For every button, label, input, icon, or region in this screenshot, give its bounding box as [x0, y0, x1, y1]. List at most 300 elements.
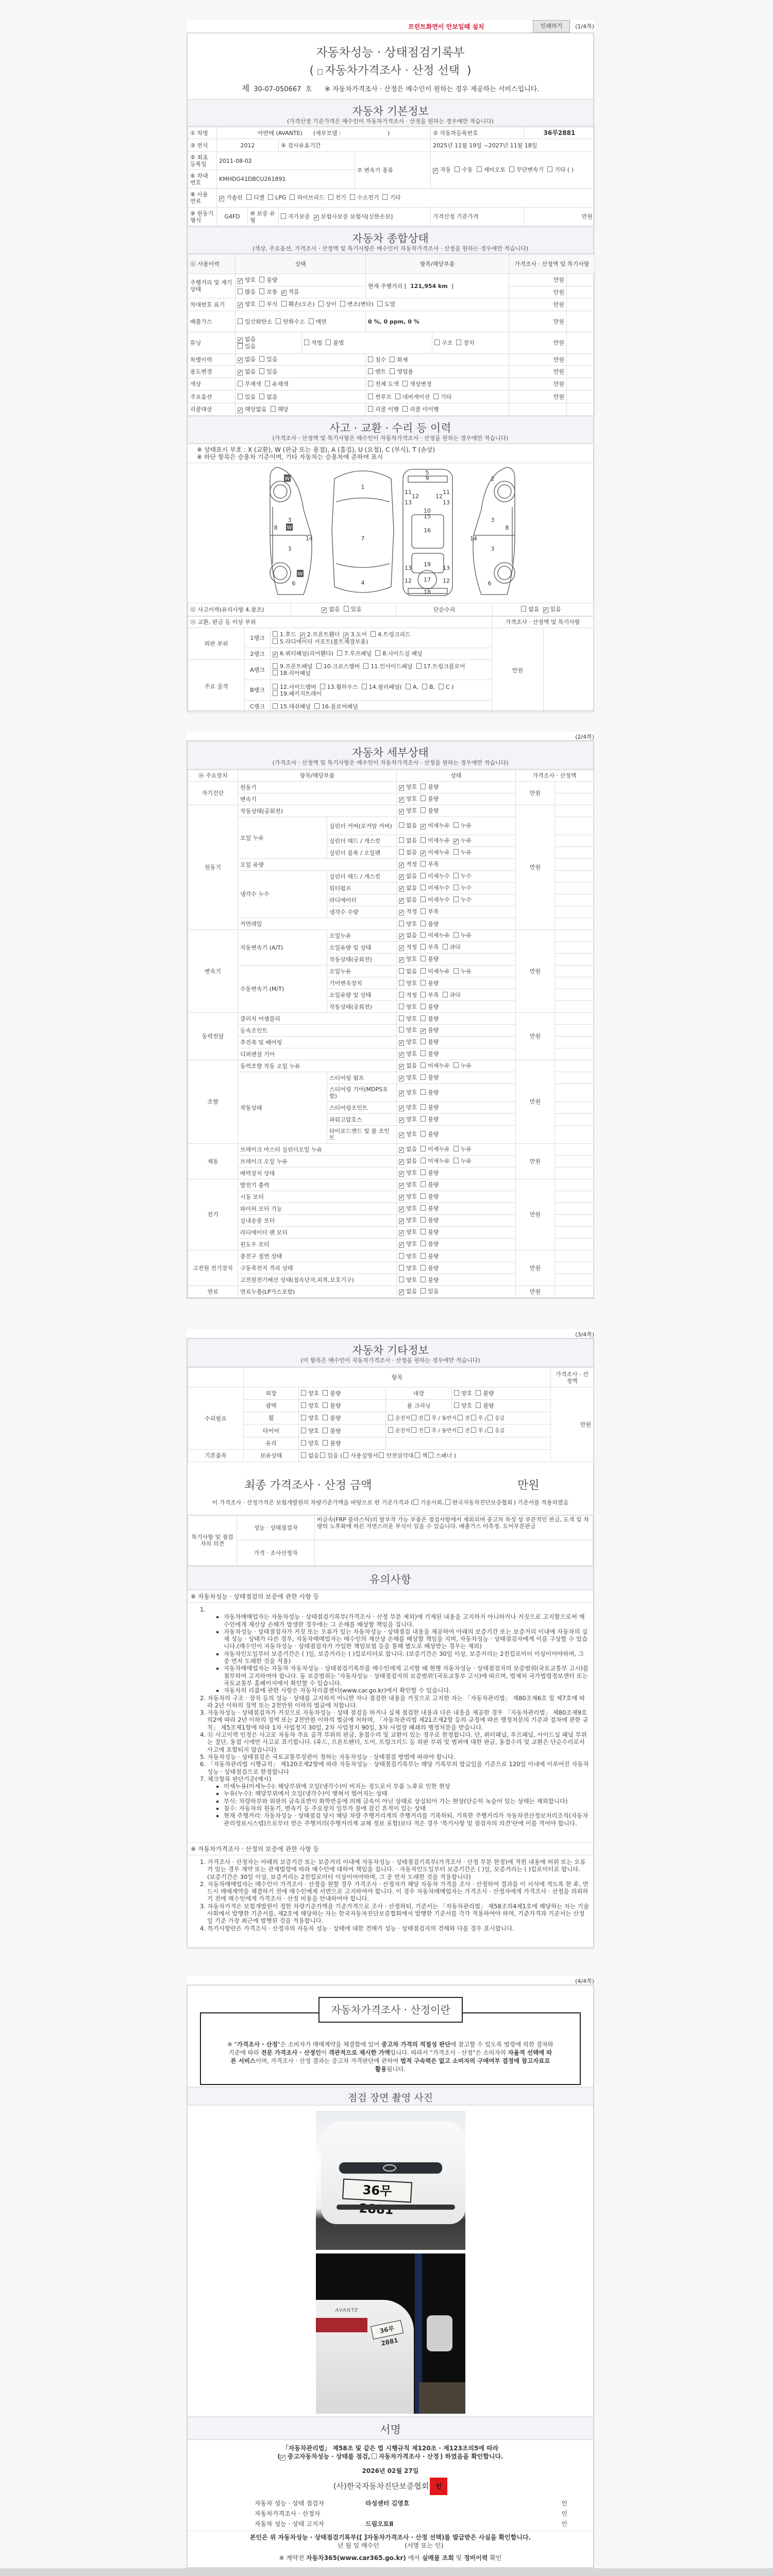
- empty-box-icon: [317, 69, 323, 75]
- price-value: [555, 782, 594, 793]
- status: [397, 1179, 516, 1191]
- price-value: [555, 977, 594, 989]
- empty-box-icon: [382, 194, 388, 200]
- option-label: 양호: [406, 1264, 417, 1272]
- option-label: 불량: [428, 920, 439, 927]
- price-value: [555, 817, 594, 835]
- empty-box-icon: [301, 1428, 306, 1433]
- empty-box-icon: [425, 1427, 430, 1433]
- status: [397, 871, 516, 883]
- checked-box-icon: ✓: [453, 839, 459, 844]
- checkbox-option: [399, 784, 417, 791]
- empty-box-icon: [421, 1089, 426, 1095]
- option-label: A,: [412, 683, 418, 690]
- sub-item: 타이로드엔드 및 볼 조인트: [327, 1126, 397, 1144]
- price-value: [555, 954, 594, 965]
- checkbox-option: [388, 1427, 410, 1434]
- checkbox-option: [421, 1277, 439, 1283]
- empty-box-icon: [362, 684, 367, 689]
- checked-box-icon: ✓: [399, 1040, 404, 1046]
- device-group: 자기진단: [188, 782, 238, 805]
- detail-header: 자동차 세부상태 (가격조사 · 산정액 및 특기사항은 매수인이 자동차가격조사 · 산정을 원하는 경우에만 적습니다): [188, 741, 593, 770]
- empty-box-icon: [399, 849, 404, 855]
- accident-header: 사고 · 교환 · 수리 등 이력 (가격조사 · 산정액 및 특기사항은 매수인이 자동차가격조사 · 산정을 원하는 경우에만 적습니다): [188, 416, 593, 444]
- option-label: 적정: [406, 944, 417, 951]
- checkbox-option: [421, 861, 439, 868]
- svg-text:12: 12: [443, 578, 450, 584]
- svg-text:9: 9: [425, 475, 429, 482]
- item: 디퍼렌셜 기어: [238, 1048, 397, 1060]
- option-label: 미세누유: [428, 822, 450, 829]
- checkbox-option: [413, 1498, 444, 1506]
- empty-box-icon: [421, 1265, 426, 1270]
- item: 냉각수 누수: [238, 871, 327, 918]
- signature-header: 서명: [188, 2416, 593, 2440]
- empty-box-icon: [421, 1181, 426, 1187]
- checkbox-option: [415, 1452, 428, 1459]
- status: [397, 782, 516, 793]
- checkbox-option: [421, 1253, 439, 1260]
- checkbox-option: [399, 1062, 417, 1070]
- checkbox-option: [399, 896, 417, 904]
- option-label: 불량: [330, 1415, 341, 1421]
- checkbox-option: [421, 1039, 439, 1045]
- notes-header: 유의사항: [188, 1566, 593, 1590]
- title-block: [188, 33, 593, 99]
- price-unit: 만원: [516, 782, 555, 805]
- empty-box-icon: [488, 1415, 493, 1420]
- option-label: 전: [465, 1415, 470, 1421]
- checkbox-option: [388, 1415, 410, 1422]
- option-label: 없음: [406, 873, 417, 879]
- status: [397, 1156, 516, 1167]
- option-label: 누유: [460, 1062, 472, 1069]
- status: [397, 977, 516, 989]
- document-number: 제 30-07-050667 호 ※ 자동차가격조사 · 산정은 매수인이 원하는 경우 제공하는 서비스입니다.: [241, 83, 540, 93]
- empty-box-icon: [421, 1015, 426, 1021]
- empty-box-icon: [399, 1015, 404, 1021]
- photo-header: 점검 장면 촬영 사진: [188, 2087, 593, 2106]
- checkbox-option: [433, 394, 451, 400]
- checkbox-option: [488, 1415, 505, 1422]
- item: 배력장치 상태: [238, 1167, 397, 1179]
- option-label: 양호: [406, 1027, 417, 1033]
- option-label: 리콜 이행: [375, 406, 399, 413]
- option-label: 양호: [406, 1116, 417, 1123]
- option-label: 불량: [483, 1402, 494, 1409]
- checked-box-icon: ✓: [421, 851, 426, 856]
- empty-box-icon: [421, 861, 426, 867]
- option-label: 과다: [449, 991, 461, 998]
- option-label: 후 / 동반석: [431, 1415, 457, 1421]
- empty-box-icon: [259, 301, 264, 307]
- status: [397, 1084, 516, 1102]
- option-label: 없음: [406, 896, 417, 903]
- empty-box-icon: [402, 381, 408, 386]
- price-value: [555, 1262, 594, 1274]
- status: [397, 859, 516, 871]
- remarks-table: 특기사항 및 점검자의 의견 성능 · 상태점검자 비금속(FRP 플라스틱)의 탈부착 가능 부품은 점검사항에서 제외되며 중고차 특성 상 부분적인 판금, 도색 및 차량의 노후화에 따른 자연스러운 부식이 있을 수 있습니다. 배출가스 미측정. 도어부분판금 가격 · 조사산정자: [188, 1515, 593, 1566]
- svg-text:3: 3: [491, 546, 495, 552]
- checkbox-option: [399, 1004, 417, 1010]
- price-unit: 만원: [516, 805, 555, 930]
- price-value: [555, 989, 594, 1001]
- option-label: 누유: [460, 822, 472, 829]
- note-item: 2. 자동차매매업자는 매수인이 가격조사 · 산정을 원할 경우 가격조사 · 산정자가 해당 자동차 가격을 조사 · 산정하여 결과를 이 서식에 적도록 한 후, 반드시 매매계약을 체결하기 전에 매수인에게 서면으로 고지하여야 합니다. 이 경우 자동차매매업자는 가격조사 · 산정자에게 가격조사 · 산정을 의뢰하기 전에 매수인에게 가격조사 · 산정 비용을 안내하여야 합니다.: [200, 1880, 589, 1903]
- svg-text:1: 1: [361, 484, 365, 490]
- option-label: 17.트렁크플로어: [423, 663, 465, 670]
- empty-box-icon: [344, 606, 349, 612]
- status: [397, 1203, 516, 1215]
- print-button[interactable]: 인쇄하기: [533, 20, 570, 32]
- basic-info-table: ① 차명 아반떼 (AVANTE) (세부모델 : ) ② 자동차등록번호 36무2881 ③ 연식 2012 ④ 검사유효기간 2025년 11월 19일 ~2027년 11월 18일 ⑤ 최초 등록일 2011-08-02 ⑦ 변속기 종류 ✓ 자동 수동 세미오토 무단변속기 기타 ( ) ⑥ 차대 번호 KMHDG41DBCU261891 ⑧ 사용 연료 ✓ 가솔린 디젤 LPG 하이브리드 전기 수소전기 기타 ⑨ 원동기형식 G4FD ⑩ 보증 유형 자가보증 ✓ 보험사보증 보험사[신한손보] 가격산정 기준가격 만원: [188, 127, 595, 226]
- price-unit: 만원: [516, 1286, 555, 1298]
- checkbox-option: [399, 956, 417, 963]
- option-label: 4.트렁크리드: [378, 631, 411, 638]
- status: [397, 954, 516, 965]
- inspector-remarks: 비금속(FRP 플라스틱)의 탈부착 가능 부품은 점검사항에서 제외되며 중고차 특성 상 부분적인 판금, 도색 및 차량의 노후화에 따른 자연스러운 부식이 있을 수 있습니다. 배출가스 미측정. 도어부분판금: [315, 1516, 593, 1540]
- checkbox-option: [273, 663, 313, 670]
- car365-link[interactable]: 자동차365(www.car365.go.kr): [306, 2554, 406, 2562]
- checkbox-option: [421, 1131, 439, 1138]
- empty-box-icon: [421, 1253, 426, 1259]
- empty-box-icon: [246, 194, 251, 200]
- note-item: 6. 「자동차관리법 시행규칙」 제120조제2항에 따라 자동차성능 · 상태점검기록부는 해당 기록부의 발급일을 기준으로 120일 이내에 이루어진 자동차 성능 · 상태점검으로 한정합니다: [200, 1760, 589, 1775]
- option-label: B,: [429, 683, 435, 690]
- status: [397, 1191, 516, 1203]
- empty-box-icon: [388, 1415, 393, 1420]
- option-label: 양호: [245, 276, 256, 283]
- checkbox-option: [368, 357, 386, 363]
- checkbox-option: [421, 849, 450, 856]
- detail-row: [188, 782, 594, 793]
- page-label: (1/4쪽): [575, 23, 594, 30]
- option-label: 있음 (: [327, 1452, 343, 1459]
- status: [397, 1060, 516, 1072]
- checkbox-option: [238, 381, 261, 387]
- svg-text:W: W: [287, 525, 292, 531]
- device-group: 동력전달: [188, 1013, 238, 1060]
- empty-box-icon: [399, 822, 404, 828]
- option-label: 11.인사이드패널: [371, 663, 413, 670]
- checkbox-option: [399, 1205, 417, 1212]
- checkbox-option: [456, 340, 474, 346]
- option-label: 없음: [406, 822, 417, 829]
- option-label: 불량: [428, 1131, 439, 1138]
- checkbox-option: [399, 908, 417, 916]
- svg-text:3: 3: [288, 546, 292, 552]
- svg-text:12: 12: [412, 493, 419, 500]
- checkbox-option: [399, 980, 417, 987]
- checkbox-option: [421, 885, 450, 891]
- option-label: 불량: [428, 1104, 439, 1111]
- empty-box-icon: [421, 1277, 426, 1282]
- empty-box-icon: [413, 1499, 418, 1505]
- empty-box-icon: [421, 1193, 426, 1199]
- empty-box-icon: [318, 301, 324, 307]
- checkbox-option: [421, 932, 450, 939]
- option-label: 가솔린: [226, 194, 243, 201]
- option-label: 양호: [461, 1402, 473, 1409]
- option-label: 해당없음: [245, 405, 267, 413]
- checkbox-option: [421, 1181, 439, 1188]
- checkbox-option: [265, 381, 289, 387]
- checkbox-option: [372, 2452, 439, 2461]
- device-group: 조향: [188, 1060, 238, 1144]
- price-value: [555, 1084, 594, 1102]
- option-label: 없음: [245, 368, 256, 375]
- checkbox-option: [434, 340, 452, 346]
- option-label: 양호: [406, 1015, 417, 1022]
- checkbox-option: [316, 663, 360, 670]
- item: 윈도우 모터: [238, 1239, 397, 1250]
- final-price-block: 최종 가격조사 · 산정 금액 만원 이 가격조사 · 산정가격은 보험개발원의 차량기준가액을 바탕으로 한 기준가격과 ( 기술사회, 한국자동차진단보증협회 ) 기준서를 적용하였음: [188, 1462, 593, 1515]
- option-label: 부족: [428, 861, 439, 868]
- checkbox-option: [314, 213, 393, 221]
- option-label: 15.대쉬패널: [280, 703, 311, 710]
- item: 발전기 출력: [238, 1179, 397, 1191]
- empty-box-icon: [399, 837, 404, 843]
- empty-box-icon: [399, 1277, 404, 1282]
- item: 라디에이터 팬 모터: [238, 1227, 397, 1239]
- option-label: C ): [446, 683, 454, 690]
- checkbox-option: [371, 631, 411, 638]
- detail-row: [188, 1144, 594, 1156]
- option-label: 양호: [406, 1205, 417, 1212]
- option-label: 자동차가격조사 · 산정: [378, 2453, 439, 2460]
- price-value: [555, 1144, 594, 1156]
- checked-box-icon: ✓: [399, 1242, 404, 1248]
- empty-box-icon: [421, 1062, 426, 1068]
- option-label: 기타: [441, 393, 452, 400]
- checkbox-option: [281, 289, 299, 296]
- sub-item: 실린더 헤드 / 개스킷: [327, 835, 397, 847]
- mileage-value: 121,954 km: [410, 282, 448, 290]
- svg-text:7: 7: [361, 535, 365, 542]
- option-label: 8.사이드실 패널: [382, 650, 423, 657]
- checkbox-option: [458, 1415, 470, 1422]
- option-label: 16.플로어패널: [322, 703, 358, 710]
- option-label: 부족: [428, 944, 439, 951]
- device-group: 고전원 전기장치: [188, 1250, 238, 1286]
- car365-footer: ※ 계약전 자동차365(www.car365.go.kr) 에서 실매물 조회 및 정비이력 확인: [279, 2554, 502, 2562]
- option-label: 장치: [463, 340, 475, 346]
- checkbox-option: [337, 650, 372, 657]
- checkbox-option: [406, 684, 418, 690]
- option-label: 양호: [308, 1440, 320, 1447]
- option-label: 없음: [406, 932, 417, 939]
- option-label: 미세누수: [428, 896, 450, 903]
- option-label: 적정: [406, 861, 417, 868]
- status: [397, 835, 516, 847]
- svg-text:11: 11: [443, 489, 450, 496]
- device-group: 연료: [188, 1286, 238, 1298]
- overall-header: 자동차 종합상태 (색상, 주요옵션, 가격조사 · 산정액 및 특기사항은 매수인이 자동차가격조사 · 산정을 원하는 경우에만 적습니다): [188, 226, 593, 254]
- checkbox-option: [453, 896, 472, 903]
- checkbox-option: [399, 1074, 417, 1081]
- empty-box-icon: [455, 166, 460, 172]
- page-label: (3/4쪽): [575, 1331, 594, 1338]
- option-label: 불량: [330, 1440, 341, 1447]
- option-label: 일산화탄소: [245, 318, 273, 325]
- empty-box-icon: [271, 406, 276, 412]
- empty-box-icon: [368, 406, 373, 412]
- option-label: 양호: [308, 1427, 320, 1434]
- option-label: 상이: [325, 301, 337, 308]
- option-label: 불량: [428, 1229, 439, 1235]
- option-label: 무채색: [245, 381, 261, 387]
- checkbox-option: [421, 1074, 439, 1081]
- empty-box-icon: [421, 992, 426, 997]
- option-label: 양호: [406, 1170, 417, 1176]
- option-label: 불량: [428, 1170, 439, 1176]
- option-label: 수소전기: [357, 194, 379, 201]
- option-label: 디젤: [253, 194, 265, 201]
- checkbox-option: [399, 1131, 417, 1138]
- checkbox-option: [323, 1415, 341, 1421]
- checkbox-option: [547, 166, 574, 173]
- car-diagram: [188, 463, 593, 603]
- checkbox-option: [421, 822, 450, 829]
- item: 실내송풍 모터: [238, 1215, 397, 1227]
- empty-box-icon: [421, 837, 426, 843]
- checkbox-option: [368, 381, 399, 387]
- checkbox-option: [271, 406, 289, 413]
- checkbox-option: [421, 921, 439, 927]
- option-label: 양호: [406, 1003, 417, 1010]
- checkbox-option: [268, 194, 286, 201]
- checkbox-option: [455, 166, 473, 173]
- option-label: 불량: [428, 784, 439, 790]
- status: [397, 1262, 516, 1274]
- empty-box-icon: [476, 1402, 481, 1408]
- price-value: [555, 1239, 594, 1250]
- option-label: 5.라디에이터 서포트(볼트체결부품): [280, 638, 368, 645]
- empty-box-icon: [399, 992, 404, 997]
- sub-item: 오일누유: [327, 930, 397, 942]
- empty-box-icon: [273, 670, 278, 675]
- checkbox-option: [300, 631, 340, 638]
- price-value: [555, 1227, 594, 1239]
- checked-box-icon: ✓: [399, 1117, 404, 1123]
- checkbox-option: [399, 968, 417, 975]
- option-label: 없음: [406, 1146, 417, 1153]
- option-label: 수동: [462, 166, 473, 173]
- checkbox-option: [362, 684, 402, 690]
- checkbox-option: [238, 318, 272, 325]
- svg-text:11: 11: [405, 489, 412, 496]
- checkbox-option: [421, 992, 439, 998]
- detail-row: [188, 930, 594, 942]
- detail-table: ⑭ 주요장치 항목/해당부품 상태 가격조사 · 산정액 자기진단 원동기 ✓ 양호 불량 만원 변속기 ✓ 양호 불량 원동기 작동상태(공회전) ✓ 양호 불량 만원 오일 누유 실린더 커버(로커암 커버) 없음 ✓ 미세누유 누유 실린더 헤드 / 개스킷 없음 미세누유 ✓ 누유 실린더 블록 / 오일팬 없음 ✓ 미세누유 누유 오일 유량 ✓ 적정 부족 냉각수 누수 실린더 헤드 / 개스킷 ✓ 없음 미세누수 누수 워터펌프 ✓ 없음 미세누수 누수 라디에이터 ✓ 없음 미세누수 누수 냉각수 수량 ✓ 적정 부족 커먼레일 양호 불량 변속기 자동변속기 (A/T) 오일누유 ✓ 없음 미세누유 누유 만원 오일유량 및 상태 ✓ 적정 부족 과다 작동상태(공회전) ✓ 양호 불량 수동변속기 (M/T) 오일누유 없음 미세누유 누유 기어변속장치 양호 불량 오일유량 및 상태 적정 부족 과다 작동상태(공회전) 양호 불량 동력전달 클러치 어셈블리 양호 불량 만원 등속조인트 양호 ✓ 불량 추진축 및 베어링 ✓ 양호 불량 디퍼렌셜 기어 ✓ 양호 불량 조향 동력조향 작동 오일 누유 ✓ 없음 미세누유 누유 만원 작동상태 스티어링 펌프 ✓ 양호 불량 스티어링 기어(MDPS포함) ✓ 양호 불량 스티어링조인트 ✓ 양호 불량 파워고압호스 ✓ 양호 불량 타이로드엔드 및 볼 조인트 ✓ 양호 불량 제동 브레이크 마스터 실린더오일 누유 ✓ 없음 미세누유 누유 만원 브레이크 오일 누유 ✓ 없음 미세누유 누유 배력장치 상태 ✓ 양호 불량 전기 발전기 출력 ✓ 양호 불량 만원 시동 모터 ✓ 양호 불량 와이퍼 모터 기능 ✓ 양호 불량 실내송풍 모터 ✓ 양호 불량 라디에이터 팬 모터 ✓ 양호 불량 윈도우 모터 ✓ 양호 불량 고전원 전기장치 충전구 절연 상태 양호 불량 만원 구동축전지 격리 상태 양호 불량 고전원전기배선 상태(접속단자,피복,보호기구) 양호 불량 연료 연료누출(LP가스포함) ✓ 없음 있음 만원: [188, 770, 594, 1298]
- svg-text:6: 6: [292, 580, 296, 587]
- empty-box-icon: [421, 1170, 426, 1175]
- checkbox-option: [318, 301, 337, 308]
- price-value: [555, 1001, 594, 1013]
- option-label: 불량: [428, 1089, 439, 1096]
- price-value: [555, 965, 594, 977]
- detail-row: [188, 805, 594, 817]
- note-item: 7. 체크항목 판단기준(예시): [200, 1775, 272, 1783]
- option-label: 네비게이션: [402, 393, 430, 400]
- empty-box-icon: [259, 356, 264, 362]
- status: [397, 1013, 516, 1025]
- print-notice-link[interactable]: 프린트화면이 안보일때 설치: [408, 23, 484, 30]
- option-label: 불량: [428, 1241, 439, 1247]
- checked-box-icon: ✓: [399, 1159, 404, 1165]
- checkbox-option: [280, 2452, 371, 2461]
- empty-box-icon: [290, 194, 295, 200]
- empty-box-icon: [340, 301, 345, 307]
- option-label: 불량: [266, 276, 278, 283]
- empty-box-icon: [421, 873, 426, 878]
- checkbox-option: [340, 301, 374, 308]
- price-value: [555, 930, 594, 942]
- checkbox-option: [238, 356, 256, 363]
- status: [397, 1167, 516, 1179]
- checked-box-icon: ✓: [399, 1091, 404, 1096]
- option-label: 누유: [460, 849, 472, 856]
- checkbox-option: [399, 1181, 417, 1189]
- empty-box-icon: [421, 1004, 426, 1009]
- option-label: 2.프론트휀더: [307, 631, 340, 638]
- status: [397, 1048, 516, 1060]
- option-label: 19.패키지트레이: [280, 690, 322, 697]
- checked-box-icon: ✓: [399, 934, 404, 939]
- option-label: 없음: [406, 968, 417, 975]
- checkbox-option: [343, 1452, 378, 1459]
- sub-item: 작동상태(공회전): [327, 1001, 397, 1013]
- checkbox-option: [238, 289, 256, 295]
- checkbox-option: [368, 406, 399, 413]
- empty-box-icon: [273, 631, 278, 637]
- item: 클러치 어셈블리: [238, 1013, 397, 1025]
- option-label: 양호: [406, 807, 417, 814]
- empty-box-icon: [304, 340, 309, 345]
- price-notes: [188, 1855, 593, 1947]
- empty-box-icon: [323, 1415, 328, 1420]
- option-label: 없음: [245, 336, 256, 343]
- detail-row: [188, 1013, 594, 1025]
- checkbox-option: [443, 944, 461, 951]
- option-label: 불량: [428, 1252, 439, 1260]
- checkbox-option: [390, 357, 408, 363]
- empty-box-icon: [509, 166, 514, 172]
- note-item: 2. 자동차의 구조 · 장치 등의 성능 · 상태를 고지하지 아니한 자나 점검한 내용을 거짓으로 고지한 자는 「자동차관리법」 제80조제6호 및 제7호에 따라 2년 이하의 징역 또는 2천만원 이하의 벌금에 처합니다.: [200, 1694, 585, 1709]
- checked-box-icon: ✓: [238, 358, 243, 363]
- empty-box-icon: [323, 1390, 328, 1396]
- empty-box-icon: [421, 921, 426, 926]
- empty-box-icon: [453, 1158, 459, 1163]
- checked-box-icon: ✓: [220, 196, 224, 201]
- sub-item: 워터펌프: [327, 883, 397, 894]
- price-value: [555, 1215, 594, 1227]
- checked-box-icon: ✓: [399, 1064, 404, 1070]
- price-value: [555, 883, 594, 894]
- organization: (사)한국자동차진단보증협회 인: [188, 2478, 593, 2495]
- signers: [255, 2499, 567, 2530]
- option-label: 10.크로스멤버: [323, 663, 360, 670]
- checkbox-option: [411, 1415, 424, 1422]
- detail-row: [188, 1286, 594, 1298]
- checkbox-option: [382, 194, 400, 201]
- option-label: 불량: [330, 1427, 341, 1434]
- option-label: 7.루프패널: [344, 650, 372, 657]
- checkbox-option: [477, 166, 506, 173]
- empty-box-icon: [316, 663, 322, 669]
- empty-box-icon: [273, 638, 278, 644]
- checkbox-option: [488, 1427, 505, 1434]
